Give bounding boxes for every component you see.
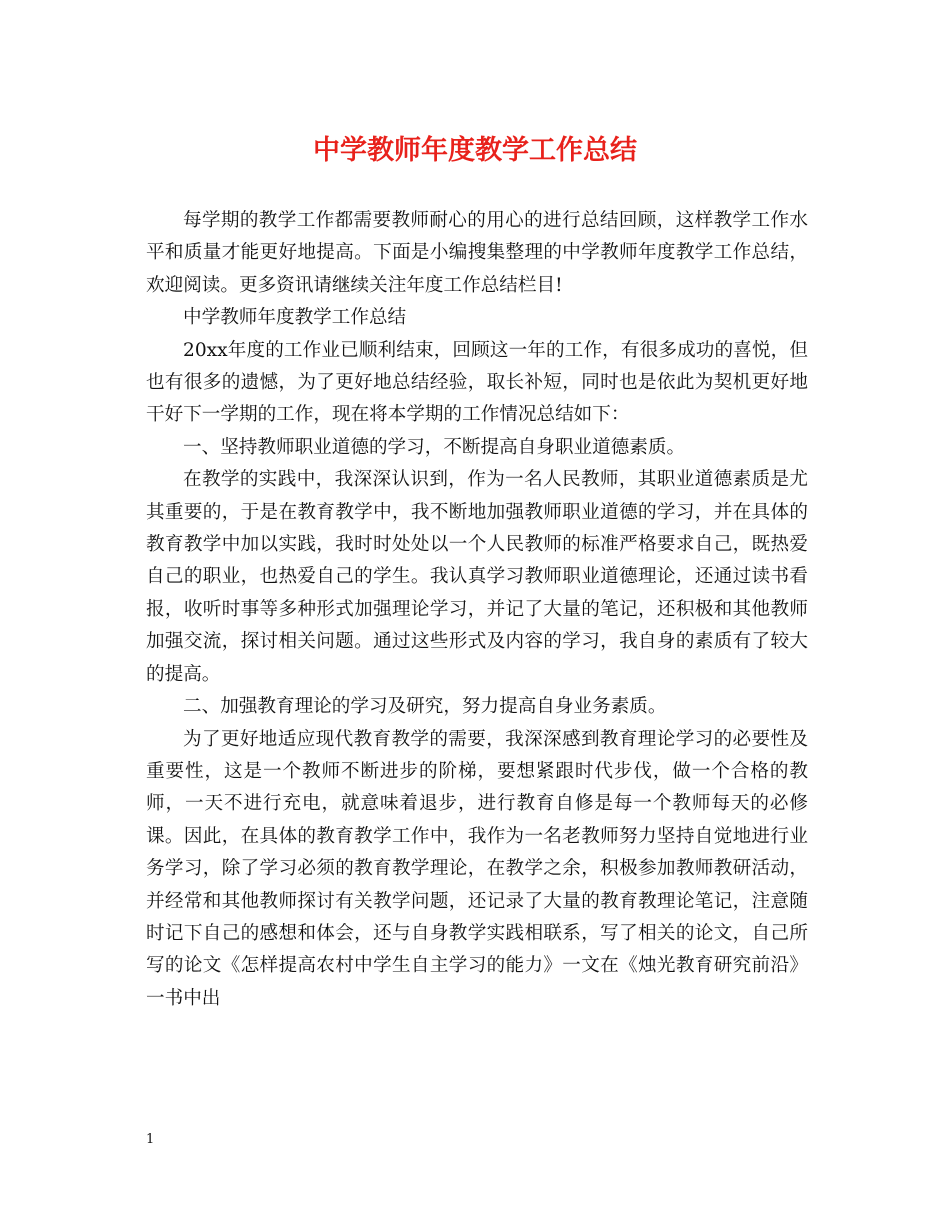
section-heading-2: 二、加强教育理论的学习及研究，努力提高自身业务素质。 xyxy=(183,696,667,718)
page-number: 1 xyxy=(146,1132,155,1147)
paragraph-subtitle: 中学教师年度教学工作总结 xyxy=(183,307,407,329)
document-title: 中学教师年度教学工作总结 xyxy=(313,135,637,166)
document-body xyxy=(146,205,808,1015)
paragraph-section-2: 为了更好地适应现代教育教学的需要，我深深感到教育理论学习的必要性及重要性，这是一个教师不断进步的阶梯，要想紧跟时代步伐，做一个合格的教师，一天不进行充电，就意味着退步，进行教育自修是每一个教师每天的必修课。因此，在具体的教育教学工作中，我作为一名老教师努力坚持自觉地进行业务学习，除了学习必须的教育教学理论，在教学之余，积极参加教师教研活动，并经常和其他教师探讨有关教学问题，还记录了大量的教育教理论笔记，注意随时记下自己的感想和体会，还与自身教学实践相联系，写了相关的论文，自己所写的论文《怎样提高农村中学生自主学习的能力》一文在《烛光教育研究前沿》一书中出 xyxy=(146,728,808,1009)
paragraph-section-1: 在教学的实践中，我深深认识到，作为一名人民教师，其职业道德素质是尤其重要的，于是在教育教学中，我不断地加强教师职业道德的学习，并在具体的教育教学中加以实践，我时时处处以一个人民教师的标准严格要求自己，既热爱自己的职业，也热爱自己的学生。我认真学习教师职业道德理论，还通过读书看报，收听时事等多种形式加强理论学习，并记了大量的笔记，还积极和其他教师加强交流，探讨相关问题。通过这些形式及内容的学习，我自身的素质有了较大的提高。 xyxy=(146,469,808,685)
paragraph-intro: 每学期的教学工作都需要教师耐心的用心的进行总结回顾，这样教学工作水平和质量才能更好地提高。下面是小编搜集整理的中学教师年度教学工作总结，欢迎阅读。更多资讯请继续关注年度工作总结栏目! xyxy=(146,210,808,296)
paragraph-overview: 20xx年度的工作业已顺利结束，回顾这一年的工作，有很多成功的喜悦，但也有很多的遗憾，为了更好地总结经验，取长补短，同时也是依此为契机更好地干好下一学期的工作，现在将本学期的工作情况总结如下： xyxy=(146,339,808,426)
section-heading-1: 一、坚持教师职业道德的学习，不断提高自身职业道德素质。 xyxy=(183,436,686,458)
